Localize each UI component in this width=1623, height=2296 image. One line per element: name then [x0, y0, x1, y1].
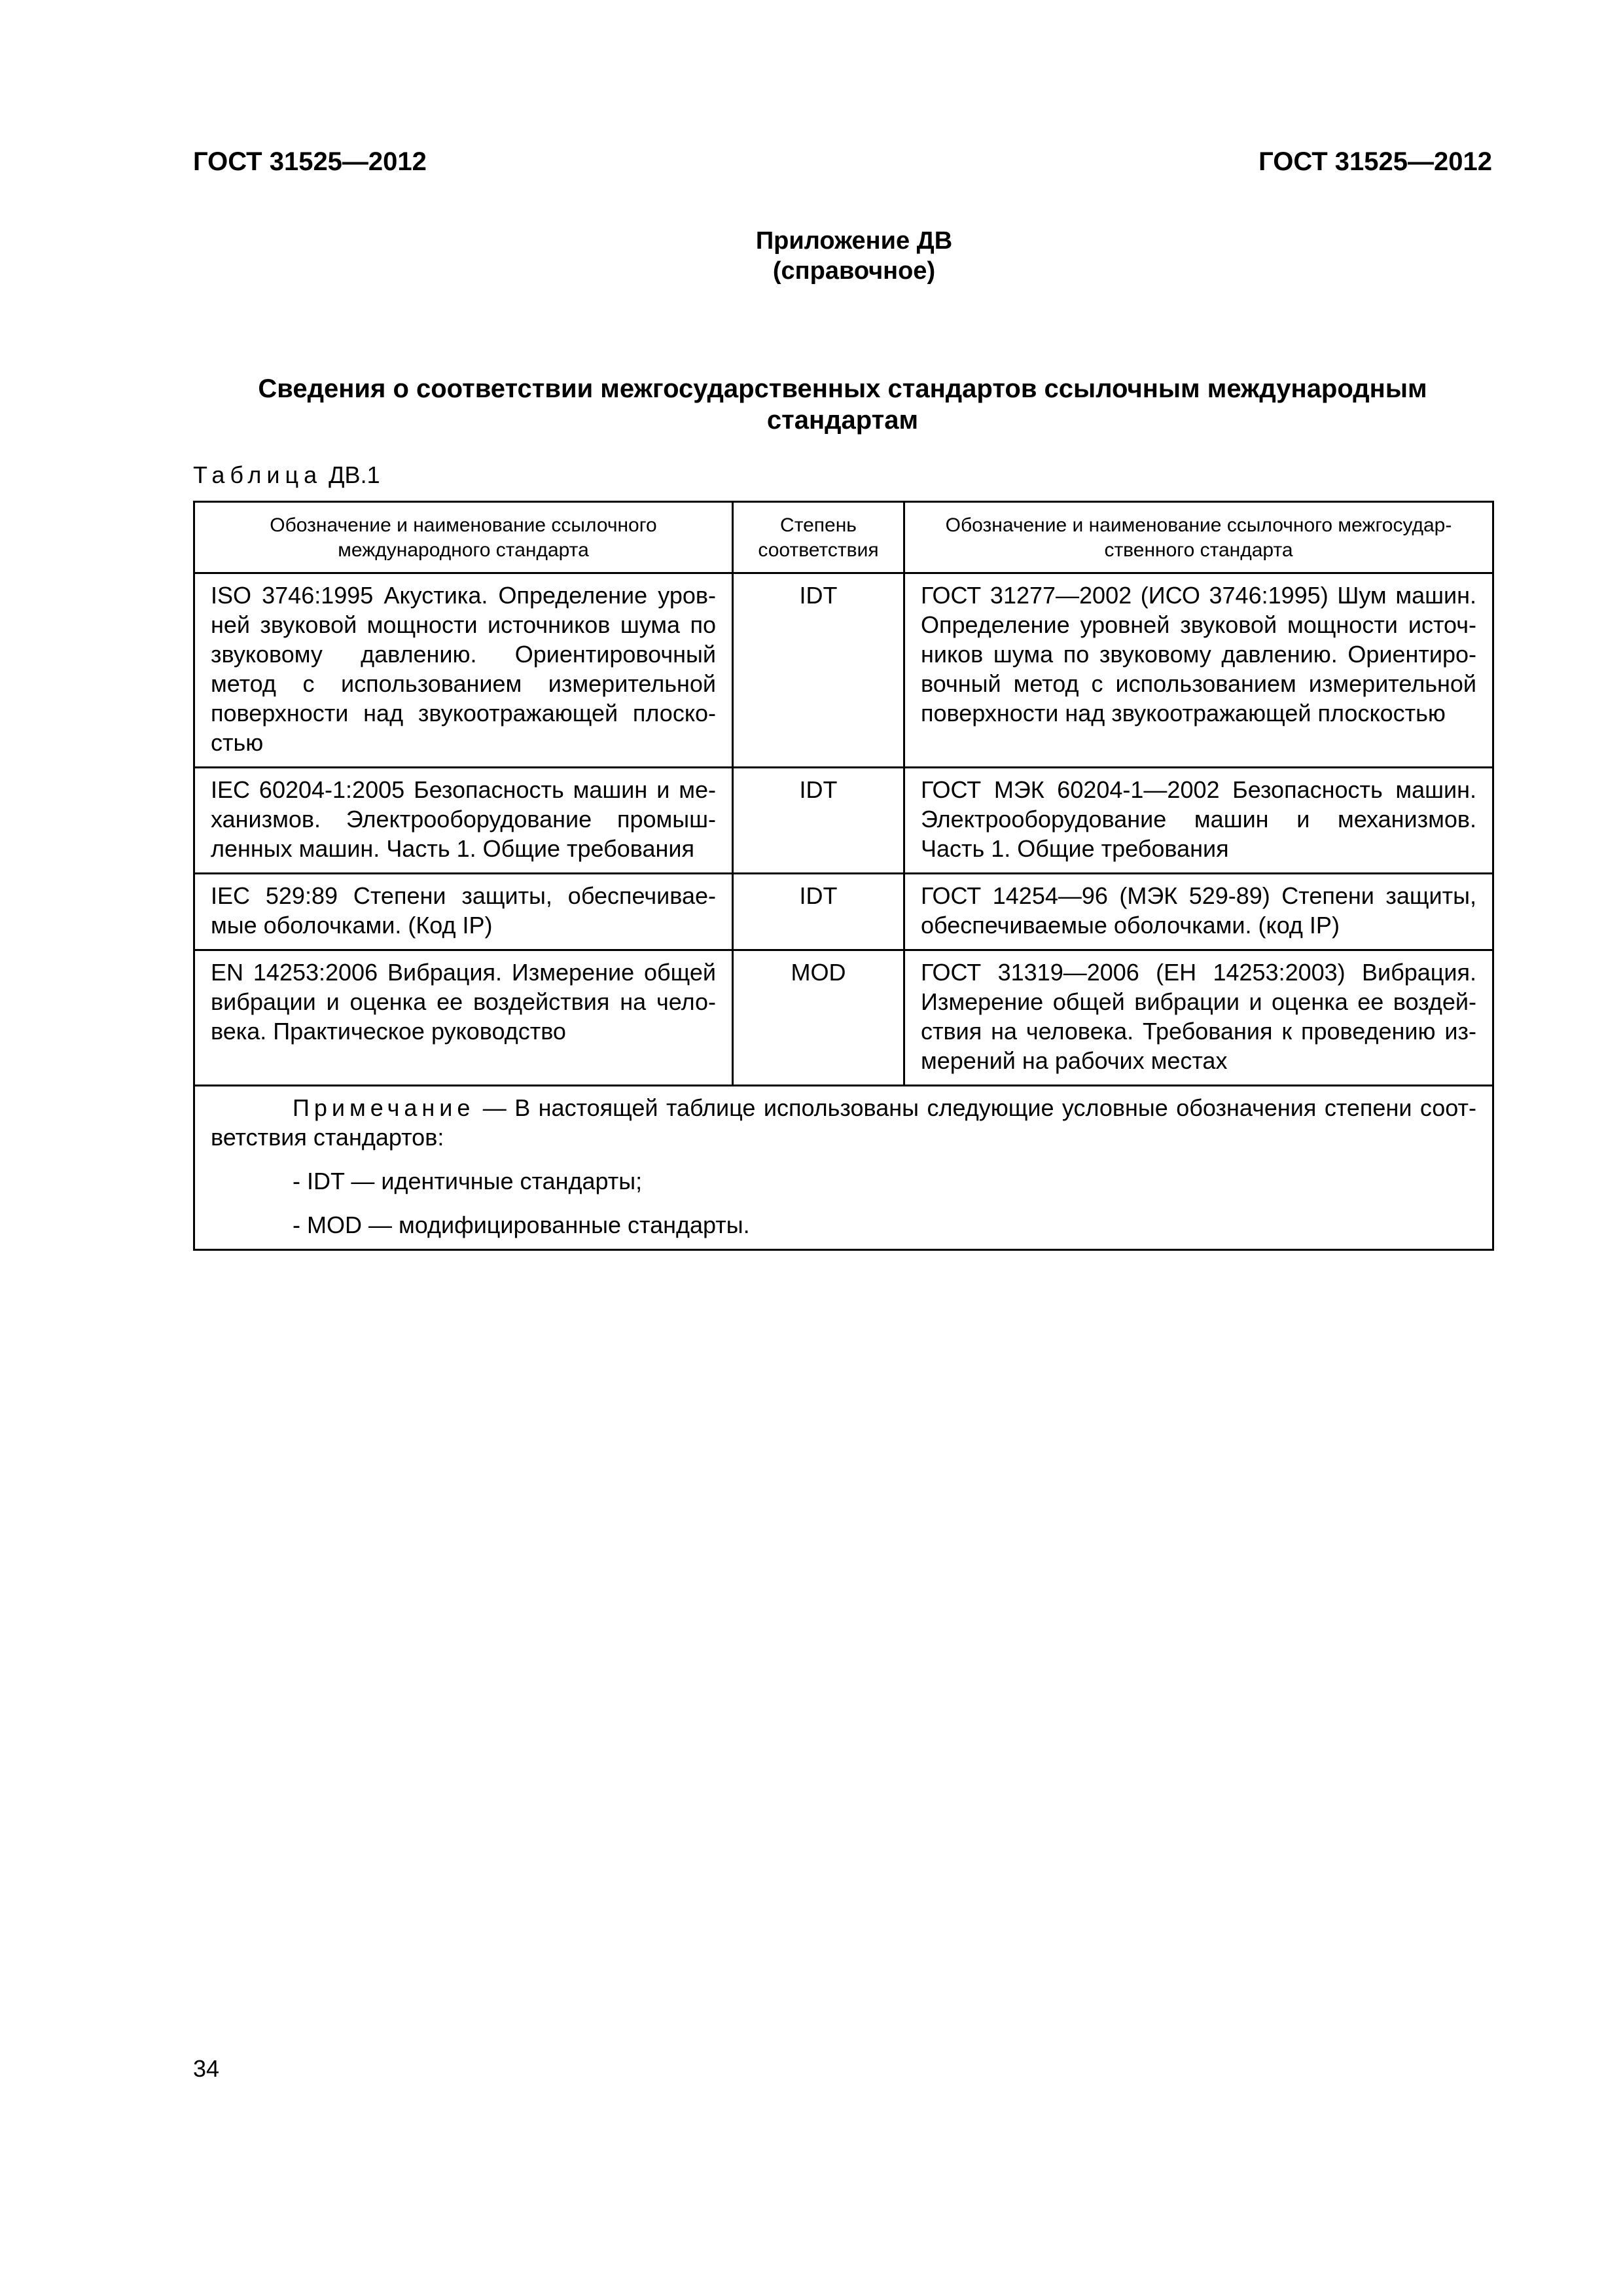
table-caption-word: Таблица [193, 461, 323, 488]
page-number: 34 [193, 2055, 220, 2082]
table-header-row [194, 502, 1493, 573]
header-degree-of-conformity: Степень соответствия [733, 502, 904, 573]
note-item-mod: - MOD — модифицированные стандарты. [293, 1211, 750, 1238]
annex-title: Приложение ДВ [755, 227, 953, 255]
header-international-standard: Обозначение и наименование ссылочного международного стандарта [194, 502, 733, 573]
cell-degree: IDT [733, 768, 904, 874]
cell-international: IEC 529:89 Степени защиты, обеспечивае-мые оболочками. (Код IP) [194, 874, 733, 950]
table-row [194, 573, 1493, 768]
table-caption [193, 461, 380, 489]
cell-interstate: ГОСТ МЭК 60204-1—2002 Безопасность машин. Электрооборудование машин и механизмов. Часть 1. Общие требования [904, 768, 1493, 874]
cell-international: EN 14253:2006 Вибрация. Измерение общей вибрации и оценка ее воздействия на чело-века. Практическое руководство [194, 950, 733, 1086]
cell-international: IEC 60204-1:2005 Безопасность машин и ме-ханизмов. Электрооборудование промыш-ленных машин. Часть 1. Общие требования [194, 768, 733, 874]
header-right-designation: ГОСТ 31525—2012 [1258, 147, 1492, 176]
note-label: Примечание [293, 1094, 475, 1121]
note-body: — В настоящей таблице использованы следующие условные обозначения степени соот-ветствия стандартов: [211, 1094, 1476, 1151]
note-text [211, 1093, 1476, 1152]
cell-international: ISO 3746:1995 Акустика. Определение уров-ней звуковой мощности источников шума по звуковому давлению. Ориентировочный метод с использованием измерительной поверхности над звукоотражающей плоско-стью [194, 573, 733, 768]
table-note-row [194, 1086, 1493, 1250]
table-row [194, 874, 1493, 950]
table-note [194, 1086, 1493, 1250]
header-interstate-standard: Обозначение и наименование ссылочного межгосудар-ственного стандарта [904, 502, 1493, 573]
note-item-idt: - IDT — идентичные стандарты; [293, 1168, 643, 1194]
section-title-line-1: Сведения о соответствии межгосударственных стандартов ссылочным международным [258, 374, 1427, 403]
cell-interstate: ГОСТ 14254—96 (МЭК 529-89) Степени защиты, обеспечиваемые оболочками. (код IP) [904, 874, 1493, 950]
section-title [193, 373, 1492, 436]
cell-degree: IDT [733, 573, 904, 768]
section-title-line-2: стандартам [766, 406, 919, 435]
cell-interstate: ГОСТ 31277—2002 (ИСО 3746:1995) Шум машин. Определение уровней звуковой мощности источ-ников шума по звуковому давлению. Ориентиро-вочный метод с использованием измерительной поверхности над звукоотражающей плоскостью [904, 573, 1493, 768]
cell-degree: IDT [733, 874, 904, 950]
table-caption-number: ДВ.1 [329, 461, 380, 488]
header-left-designation: ГОСТ 31525—2012 [193, 147, 427, 176]
cell-degree: MOD [733, 950, 904, 1086]
table-row [194, 950, 1493, 1086]
cell-interstate: ГОСТ 31319—2006 (ЕН 14253:2003) Вибрация. Измерение общей вибрации и оценка ее воздей-ствия на человека. Требования к проведению из-мерений на рабочих местах [904, 950, 1493, 1086]
table-row [194, 768, 1493, 874]
annex-subtitle: (справочное) [772, 257, 936, 285]
standards-table [193, 501, 1494, 1251]
annex-heading [0, 226, 1623, 286]
